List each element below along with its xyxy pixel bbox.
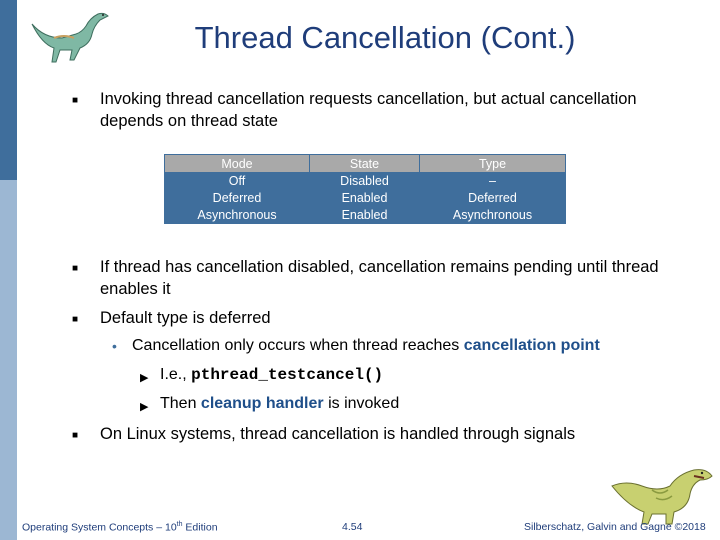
subsub-bullet-1 bbox=[140, 364, 383, 389]
footer-edition-sup: th bbox=[176, 521, 183, 528]
table-row bbox=[165, 173, 566, 190]
cancellation-state-table bbox=[164, 154, 566, 224]
footer-page-number: 4.54 bbox=[342, 521, 363, 533]
table-cell: Deferred bbox=[165, 190, 310, 207]
sidebar-light-segment bbox=[0, 180, 17, 540]
table-cell: Disabled bbox=[310, 173, 420, 190]
bullet-3 bbox=[72, 307, 680, 331]
triangle-bullet-icon: ▶ bbox=[140, 401, 149, 413]
pthread-testcancel-code: pthread_testcancel() bbox=[191, 366, 384, 384]
square-bullet-icon: ■ bbox=[72, 430, 79, 441]
table-header-type: Type bbox=[420, 155, 566, 173]
subsub-2-suffix: is invoked bbox=[323, 395, 400, 412]
footer-book-title bbox=[22, 521, 218, 534]
square-bullet-icon: ■ bbox=[72, 263, 79, 274]
table-cell: – bbox=[420, 173, 566, 190]
table-header-mode: Mode bbox=[165, 155, 310, 173]
footer-book-suffix: Edition bbox=[182, 521, 218, 534]
square-bullet-icon: ■ bbox=[72, 314, 79, 325]
square-bullet-icon: ■ bbox=[72, 95, 79, 106]
table-cell: Asynchronous bbox=[165, 207, 310, 224]
table-cell: Asynchronous bbox=[420, 207, 566, 224]
table-cell: Enabled bbox=[310, 207, 420, 224]
sub-bullet bbox=[112, 335, 600, 357]
cleanup-handler-term: cleanup handler bbox=[200, 395, 324, 412]
bullet-4-text: On Linux systems, thread cancellation is handled through signals bbox=[100, 425, 576, 443]
table-cell: Deferred bbox=[420, 190, 566, 207]
bullet-1-text: Invoking thread cancellation requests cancellation, but actual cancellation depends on thread state bbox=[100, 90, 637, 130]
table-header-state: State bbox=[310, 155, 420, 173]
footer-authors: Silberschatz, Galvin and Gagne ©2018 bbox=[524, 521, 706, 533]
table-cell: Enabled bbox=[310, 190, 420, 207]
bullet-2 bbox=[72, 256, 680, 300]
sub-bullet-text bbox=[132, 335, 600, 357]
triangle-bullet-icon: ▶ bbox=[140, 372, 149, 384]
table-row bbox=[165, 190, 566, 207]
bullet-2-text: If thread has cancellation disabled, cancellation remains pending until thread enables it bbox=[100, 258, 659, 298]
dot-bullet-icon: • bbox=[112, 338, 117, 354]
sub-bullet-prefix: Cancellation only occurs when thread reaches bbox=[132, 337, 464, 354]
bullet-4 bbox=[72, 423, 680, 447]
sidebar-stripe bbox=[0, 0, 17, 540]
dinosaur-logo-icon bbox=[24, 4, 114, 66]
footer-book-prefix: Operating System Concepts – 10 bbox=[22, 521, 177, 534]
cancellation-point-term: cancellation point bbox=[463, 337, 600, 354]
subsub-bullet-2-text bbox=[160, 393, 399, 418]
slide-title: Thread Cancellation (Cont.) bbox=[194, 20, 576, 55]
subsub-1-prefix: I.e., bbox=[160, 366, 192, 383]
sidebar-dark-segment bbox=[0, 0, 17, 180]
dinosaur-mascot-icon bbox=[608, 456, 718, 528]
table-header-row bbox=[165, 155, 566, 173]
table-cell: Off bbox=[165, 173, 310, 190]
bullet-1 bbox=[72, 88, 680, 132]
subsub-bullet-1-text bbox=[160, 364, 383, 389]
subsub-bullet-2 bbox=[140, 393, 399, 418]
subsub-2-prefix: Then bbox=[160, 395, 201, 412]
table-row bbox=[165, 207, 566, 224]
bullet-3-text: Default type is deferred bbox=[100, 309, 271, 327]
